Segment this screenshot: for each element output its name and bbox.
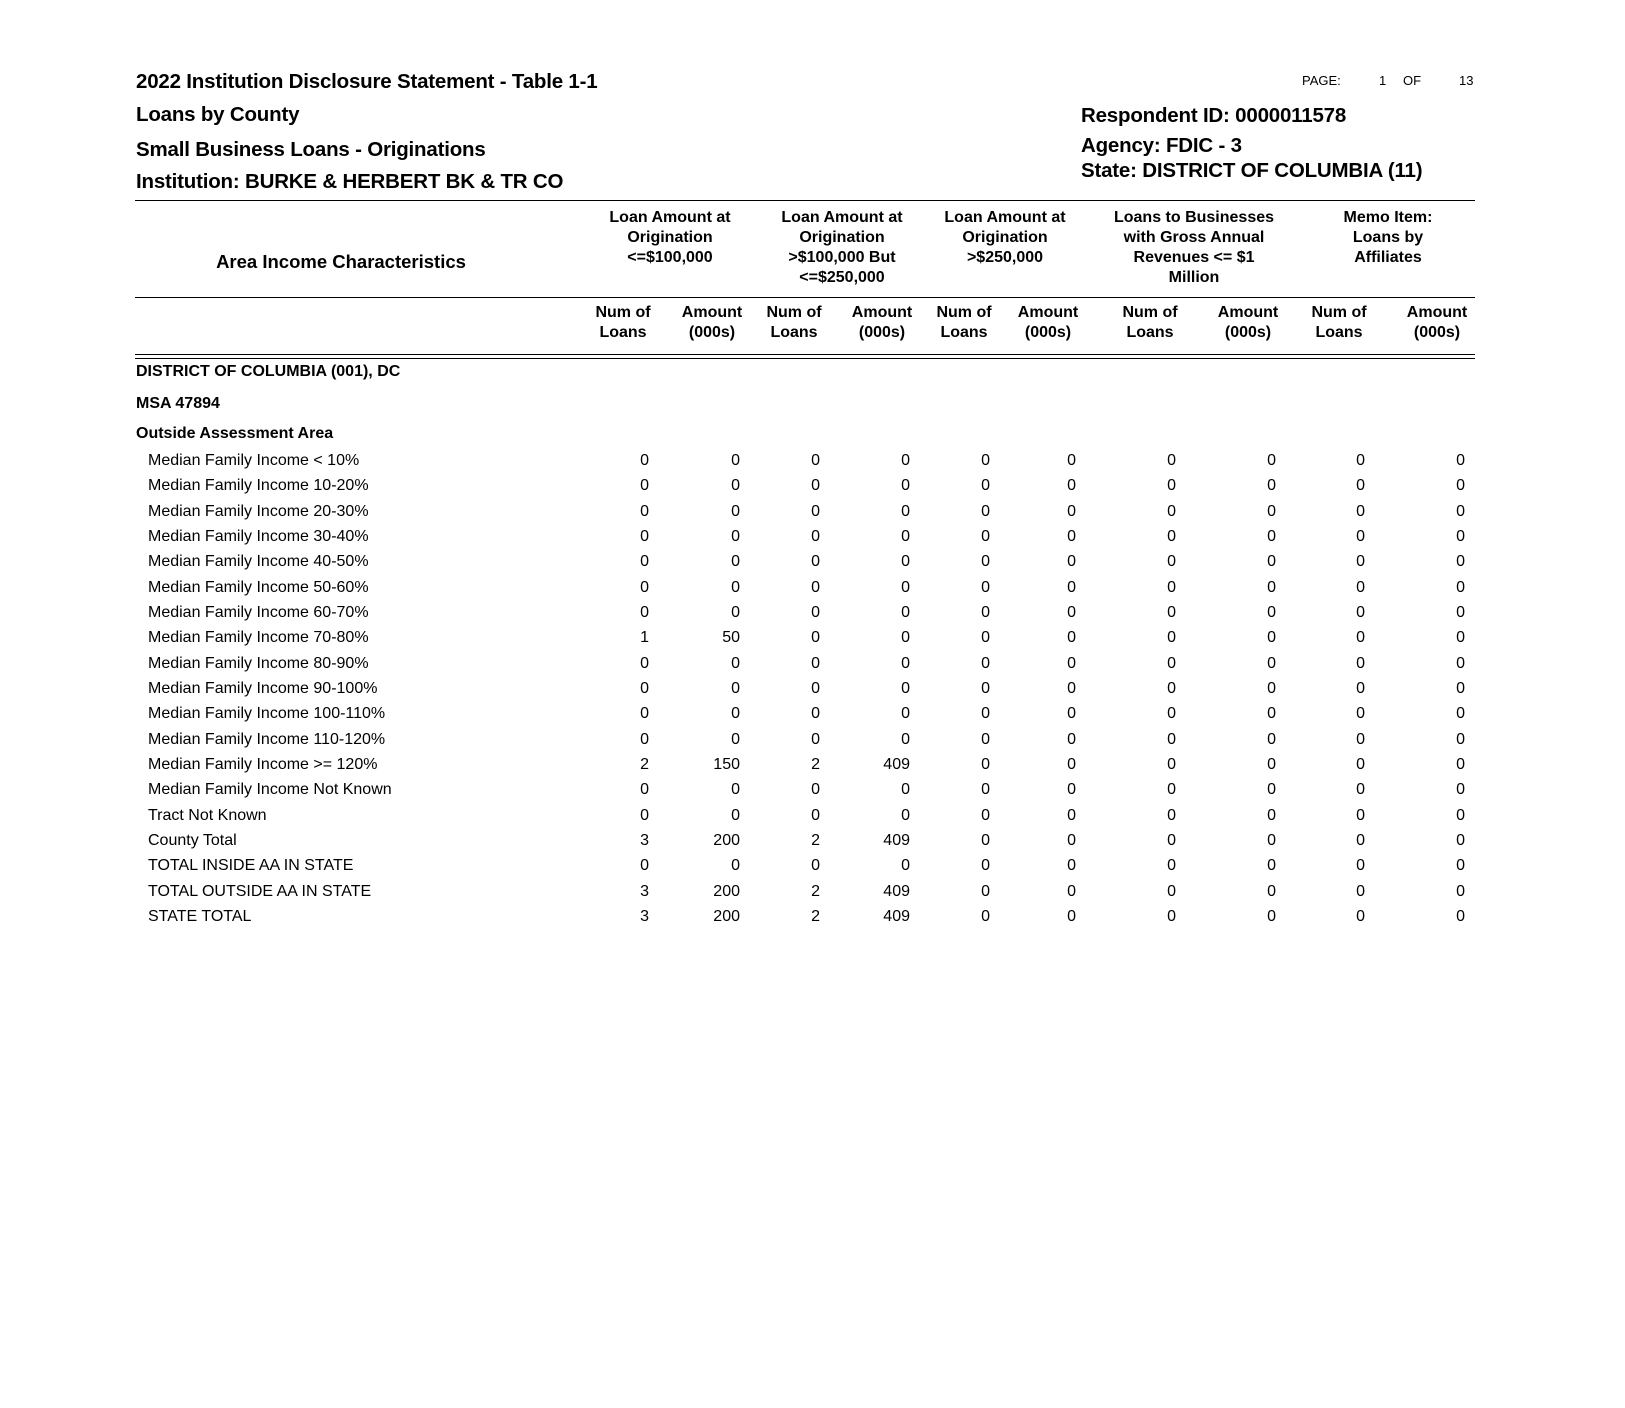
table-cell: 0 [1267, 832, 1276, 849]
table-cell: 0 [1167, 503, 1176, 520]
amount-header-line: Amount [681, 304, 743, 321]
num-of-loans-header [928, 303, 1000, 343]
num-of-loans-header [587, 303, 659, 343]
table-cell: 0 [731, 680, 740, 697]
table-cell: 0 [1267, 731, 1276, 748]
amount-header-line: (000s) [858, 324, 906, 341]
column-header-rule-2 [135, 358, 1475, 359]
table-cell: 0 [1267, 477, 1276, 494]
table-cell: 0 [731, 807, 740, 824]
agency: Agency: FDIC - 3 [1081, 134, 1242, 157]
table-cell: 0 [1267, 452, 1276, 469]
table-cell: 200 [713, 832, 740, 849]
amount-header-line: (000s) [1413, 324, 1461, 341]
table-cell: 0 [1067, 781, 1076, 798]
table-cell: 0 [901, 477, 910, 494]
table-cell: 0 [1356, 655, 1365, 672]
group-header-line: Origination [962, 229, 1048, 246]
table-cell: 0 [1456, 553, 1465, 570]
table-cell: 0 [811, 553, 820, 570]
num-of-loans-header [1114, 303, 1186, 343]
table-cell: 3 [640, 908, 649, 925]
table-cell: 0 [640, 503, 649, 520]
msa-section-header: MSA 47894 [136, 395, 220, 412]
table-cell: 0 [981, 629, 990, 646]
table-cell: 0 [640, 553, 649, 570]
table-row [0, 503, 1625, 528]
table-cell: 0 [811, 731, 820, 748]
num-of-loans-header [1303, 303, 1375, 343]
table-cell: 409 [883, 832, 910, 849]
table-cell: 200 [713, 908, 740, 925]
amount-header-line: Amount [1017, 304, 1079, 321]
table-cell: 0 [811, 503, 820, 520]
table-cell: 0 [1356, 528, 1365, 545]
num-of-loans-header-line: Num of [766, 304, 822, 321]
num-of-loans-header [758, 303, 830, 343]
table-cell: 0 [901, 503, 910, 520]
amount-header [1012, 303, 1084, 343]
table-row [0, 579, 1625, 604]
table-cell: 0 [1456, 680, 1465, 697]
table-cell: 0 [1167, 756, 1176, 773]
table-cell: 0 [1267, 807, 1276, 824]
table-cell: 0 [981, 604, 990, 621]
table-cell: 0 [640, 477, 649, 494]
table-cell: 0 [1167, 807, 1176, 824]
table-cell: 0 [1167, 528, 1176, 545]
num-of-loans-header-line: Num of [936, 304, 992, 321]
table-cell: 0 [731, 553, 740, 570]
group-header-line: >$250,000 [966, 249, 1044, 266]
num-of-loans-header-line: Loans [1126, 324, 1174, 341]
amount-header [1212, 303, 1284, 343]
group-header-2 [747, 208, 937, 288]
table-cell: 0 [1067, 629, 1076, 646]
group-header-line: Origination [799, 229, 885, 246]
table-cell: 0 [1167, 731, 1176, 748]
table-cell: 2 [811, 756, 820, 773]
table-cell: 0 [901, 731, 910, 748]
table-cell: 0 [811, 579, 820, 596]
table-cell: 0 [1356, 680, 1365, 697]
table-cell: 0 [1167, 908, 1176, 925]
table-cell: 0 [811, 452, 820, 469]
table-cell: 0 [1356, 781, 1365, 798]
table-cell: 0 [1267, 857, 1276, 874]
table-cell: 0 [1167, 705, 1176, 722]
table-cell: 0 [640, 781, 649, 798]
page-of-label: OF [1403, 73, 1422, 88]
report-title: 2022 Institution Disclosure Statement - Table 1-1 [136, 70, 598, 93]
table-cell: 3 [640, 883, 649, 900]
area-income-header: Area Income Characteristics [216, 251, 466, 272]
group-header-line: Memo Item: [1343, 209, 1433, 226]
amount-header [846, 303, 918, 343]
table-cell: 0 [640, 604, 649, 621]
state-label: State: DISTRICT OF COLUMBIA (11) [1081, 159, 1423, 182]
table-cell: 0 [1356, 731, 1365, 748]
table-cell: 0 [981, 908, 990, 925]
amount-header-line: (000s) [688, 324, 736, 341]
table-cell: 0 [901, 807, 910, 824]
table-cell: 0 [1167, 857, 1176, 874]
table-cell: 0 [901, 680, 910, 697]
table-cell: 150 [713, 756, 740, 773]
table-cell: 0 [1267, 528, 1276, 545]
table-cell: 0 [811, 477, 820, 494]
table-cell: 0 [1067, 655, 1076, 672]
table-cell: 0 [1167, 883, 1176, 900]
row-label: Median Family Income 60-70% [148, 604, 369, 621]
row-label: Median Family Income Not Known [148, 781, 392, 798]
row-label: Tract Not Known [148, 807, 267, 824]
group-header-line: Loans by [1352, 229, 1424, 246]
table-cell: 0 [1167, 655, 1176, 672]
table-cell: 0 [731, 731, 740, 748]
table-cell: 0 [1267, 553, 1276, 570]
table-cell: 0 [1356, 756, 1365, 773]
table-cell: 0 [1356, 477, 1365, 494]
table-cell: 0 [640, 680, 649, 697]
table-cell: 0 [1167, 680, 1176, 697]
table-cell: 0 [1356, 452, 1365, 469]
table-cell: 0 [1067, 680, 1076, 697]
table-cell: 0 [640, 452, 649, 469]
table-cell: 0 [981, 756, 990, 773]
table-cell: 0 [901, 452, 910, 469]
group-header-line: with Gross Annual [1123, 229, 1265, 246]
table-cell: 0 [981, 832, 990, 849]
table-cell: 0 [1456, 655, 1465, 672]
num-of-loans-header-line: Loans [940, 324, 988, 341]
table-cell: 0 [1067, 452, 1076, 469]
row-label: Median Family Income 20-30% [148, 503, 369, 520]
group-header-line: Million [1168, 269, 1220, 286]
table-cell: 0 [731, 705, 740, 722]
table-cell: 0 [1267, 629, 1276, 646]
county-section-header: DISTRICT OF COLUMBIA (001), DC [136, 363, 401, 380]
table-cell: 0 [1456, 477, 1465, 494]
table-cell: 0 [981, 655, 990, 672]
table-cell: 0 [640, 528, 649, 545]
table-cell: 0 [981, 503, 990, 520]
table-cell: 0 [1456, 452, 1465, 469]
amount-header-line: (000s) [1224, 324, 1272, 341]
report-subtitle-county: Loans by County [136, 103, 300, 126]
group-header-line: <=$250,000 [799, 269, 885, 286]
table-cell: 0 [1067, 477, 1076, 494]
table-cell: 0 [1356, 503, 1365, 520]
table-cell: 0 [981, 731, 990, 748]
table-row [0, 528, 1625, 553]
row-label: Median Family Income 30-40% [148, 528, 369, 545]
row-label: Median Family Income 50-60% [148, 579, 369, 596]
table-cell: 409 [883, 756, 910, 773]
table-cell: 0 [901, 655, 910, 672]
table-cell: 2 [640, 756, 649, 773]
table-row [0, 781, 1625, 806]
table-cell: 0 [1456, 528, 1465, 545]
table-cell: 0 [731, 857, 740, 874]
table-cell: 0 [731, 503, 740, 520]
group-header-5 [1293, 208, 1483, 268]
table-row [0, 832, 1625, 857]
amount-header [676, 303, 748, 343]
table-cell: 0 [811, 705, 820, 722]
table-row [0, 705, 1625, 730]
group-header-line: Loans to Businesses [1113, 209, 1275, 226]
table-cell: 0 [901, 705, 910, 722]
report-subtitle-loan-type: Small Business Loans - Originations [136, 138, 486, 161]
table-cell: 0 [901, 857, 910, 874]
row-label: County Total [148, 832, 237, 849]
table-cell: 0 [811, 655, 820, 672]
table-cell: 0 [1167, 781, 1176, 798]
table-cell: 0 [901, 528, 910, 545]
table-cell: 0 [1067, 731, 1076, 748]
table-cell: 0 [1067, 553, 1076, 570]
table-cell: 0 [1067, 908, 1076, 925]
group-header-line: Affiliates [1354, 249, 1422, 266]
page-total: 13 [1459, 73, 1474, 88]
table-row [0, 477, 1625, 502]
group-header-line: Loan Amount at [781, 209, 903, 226]
table-cell: 0 [1267, 655, 1276, 672]
table-cell: 0 [1456, 756, 1465, 773]
table-cell: 0 [1167, 452, 1176, 469]
row-label: Median Family Income 10-20% [148, 477, 369, 494]
table-cell: 0 [1067, 503, 1076, 520]
table-cell: 50 [722, 629, 740, 646]
row-label: STATE TOTAL [148, 908, 252, 925]
table-cell: 2 [811, 832, 820, 849]
group-header-line: >$100,000 But [788, 249, 896, 266]
group-header-line: Loan Amount at [944, 209, 1066, 226]
row-label: TOTAL OUTSIDE AA IN STATE [148, 883, 372, 900]
table-cell: 0 [640, 731, 649, 748]
table-row [0, 604, 1625, 629]
table-cell: 0 [811, 528, 820, 545]
row-label: Median Family Income 80-90% [148, 655, 369, 672]
table-cell: 0 [1267, 908, 1276, 925]
table-cell: 0 [901, 604, 910, 621]
table-cell: 0 [1356, 857, 1365, 874]
table-cell: 1 [640, 629, 649, 646]
row-label: Median Family Income 70-80% [148, 629, 369, 646]
table-cell: 0 [1456, 629, 1465, 646]
group-header-line: Loan Amount at [609, 209, 731, 226]
amount-header-line: Amount [1406, 304, 1468, 321]
table-cell: 0 [1456, 731, 1465, 748]
table-cell: 0 [1067, 705, 1076, 722]
table-row [0, 807, 1625, 832]
table-cell: 0 [731, 604, 740, 621]
table-cell: 0 [981, 528, 990, 545]
table-cell: 0 [1267, 579, 1276, 596]
table-cell: 0 [731, 781, 740, 798]
table-cell: 0 [1267, 503, 1276, 520]
amount-header-line: Amount [851, 304, 913, 321]
num-of-loans-header-line: Num of [1311, 304, 1367, 321]
table-cell: 0 [981, 680, 990, 697]
table-cell: 2 [811, 883, 820, 900]
group-header-4 [1099, 208, 1289, 288]
table-cell: 0 [1456, 807, 1465, 824]
table-cell: 0 [1167, 477, 1176, 494]
table-cell: 0 [1456, 604, 1465, 621]
table-cell: 0 [1456, 503, 1465, 520]
num-of-loans-header-line: Loans [770, 324, 818, 341]
table-cell: 0 [731, 655, 740, 672]
table-cell: 0 [1267, 705, 1276, 722]
table-row [0, 655, 1625, 680]
table-cell: 0 [1267, 604, 1276, 621]
row-label: Median Family Income >= 120% [148, 756, 378, 773]
table-cell: 0 [981, 781, 990, 798]
table-cell: 0 [811, 781, 820, 798]
table-cell: 0 [1356, 705, 1365, 722]
table-row [0, 756, 1625, 781]
table-cell: 0 [731, 452, 740, 469]
table-cell: 0 [1067, 883, 1076, 900]
table-cell: 0 [640, 655, 649, 672]
row-label: Median Family Income 110-120% [148, 731, 386, 748]
table-cell: 0 [731, 528, 740, 545]
table-cell: 3 [640, 832, 649, 849]
num-of-loans-header-line: Num of [1122, 304, 1178, 321]
table-row [0, 731, 1625, 756]
table-cell: 0 [1067, 579, 1076, 596]
row-label: Median Family Income 40-50% [148, 553, 369, 570]
table-cell: 0 [981, 807, 990, 824]
row-label: Median Family Income 90-100% [148, 680, 378, 697]
table-cell: 0 [1456, 908, 1465, 925]
num-of-loans-header-line: Loans [1315, 324, 1363, 341]
table-cell: 0 [1356, 604, 1365, 621]
table-cell: 0 [1167, 629, 1176, 646]
group-header-1 [575, 208, 765, 268]
table-cell: 0 [1456, 832, 1465, 849]
table-cell: 0 [1267, 781, 1276, 798]
table-cell: 0 [981, 553, 990, 570]
table-cell: 0 [981, 477, 990, 494]
table-cell: 0 [981, 857, 990, 874]
page-label: PAGE: [1302, 73, 1341, 88]
row-label: TOTAL INSIDE AA IN STATE [148, 857, 354, 874]
table-cell: 0 [1356, 579, 1365, 596]
table-cell: 0 [1456, 857, 1465, 874]
respondent-id: Respondent ID: 0000011578 [1081, 104, 1347, 127]
table-cell: 0 [1356, 832, 1365, 849]
table-cell: 0 [1167, 553, 1176, 570]
table-cell: 0 [1267, 883, 1276, 900]
table-cell: 0 [1356, 629, 1365, 646]
table-cell: 0 [640, 807, 649, 824]
table-cell: 0 [1267, 680, 1276, 697]
group-header-line: <=$100,000 [627, 249, 713, 266]
table-cell: 0 [1167, 579, 1176, 596]
table-cell: 0 [981, 579, 990, 596]
amount-header-line: Amount [1217, 304, 1279, 321]
table-cell: 0 [1456, 579, 1465, 596]
table-cell: 0 [1167, 604, 1176, 621]
table-cell: 0 [811, 629, 820, 646]
group-header-3 [910, 208, 1100, 268]
table-cell: 0 [901, 553, 910, 570]
table-cell: 0 [640, 857, 649, 874]
table-cell: 0 [731, 477, 740, 494]
table-cell: 2 [811, 908, 820, 925]
column-header-rule-1 [135, 354, 1475, 355]
table-row [0, 908, 1625, 933]
table-cell: 0 [640, 579, 649, 596]
table-cell: 0 [1067, 857, 1076, 874]
table-row [0, 680, 1625, 705]
table-cell: 0 [1456, 883, 1465, 900]
table-cell: 0 [1356, 908, 1365, 925]
table-cell: 0 [811, 807, 820, 824]
amount-header [1401, 303, 1473, 343]
table-cell: 0 [811, 857, 820, 874]
table-cell: 0 [811, 680, 820, 697]
table-cell: 0 [811, 604, 820, 621]
table-cell: 0 [981, 883, 990, 900]
row-label: Median Family Income 100-110% [148, 705, 386, 722]
table-cell: 0 [1356, 883, 1365, 900]
table-row [0, 452, 1625, 477]
table-cell: 0 [901, 629, 910, 646]
table-cell: 0 [981, 452, 990, 469]
table-cell: 409 [883, 883, 910, 900]
table-row [0, 857, 1625, 882]
table-cell: 0 [640, 705, 649, 722]
table-cell: 0 [901, 781, 910, 798]
table-cell: 0 [1067, 528, 1076, 545]
assessment-area-header: Outside Assessment Area [136, 425, 334, 442]
table-cell: 0 [1067, 604, 1076, 621]
table-cell: 0 [1356, 553, 1365, 570]
table-cell: 0 [1356, 807, 1365, 824]
table-cell: 0 [1456, 705, 1465, 722]
table-cell: 0 [981, 705, 990, 722]
table-cell: 0 [1167, 832, 1176, 849]
table-cell: 0 [1456, 781, 1465, 798]
table-cell: 0 [1067, 807, 1076, 824]
amount-header-line: (000s) [1024, 324, 1072, 341]
table-cell: 0 [1067, 832, 1076, 849]
group-header-line: Revenues <= $1 [1133, 249, 1255, 266]
header-top-rule [135, 200, 1475, 201]
num-of-loans-header-line: Loans [599, 324, 647, 341]
table-cell: 200 [713, 883, 740, 900]
page-number: 1 [1379, 73, 1387, 88]
table-cell: 0 [1267, 756, 1276, 773]
table-cell: 0 [731, 579, 740, 596]
row-label: Median Family Income < 10% [148, 452, 360, 469]
group-header-line: Origination [627, 229, 713, 246]
institution-name: Institution: BURKE & HERBERT BK & TR CO [136, 170, 564, 193]
table-cell: 0 [1067, 756, 1076, 773]
table-cell: 409 [883, 908, 910, 925]
table-row [0, 629, 1625, 654]
group-header-rule [135, 297, 1475, 298]
table-cell: 0 [901, 579, 910, 596]
num-of-loans-header-line: Num of [595, 304, 651, 321]
table-row [0, 883, 1625, 908]
table-row [0, 553, 1625, 578]
